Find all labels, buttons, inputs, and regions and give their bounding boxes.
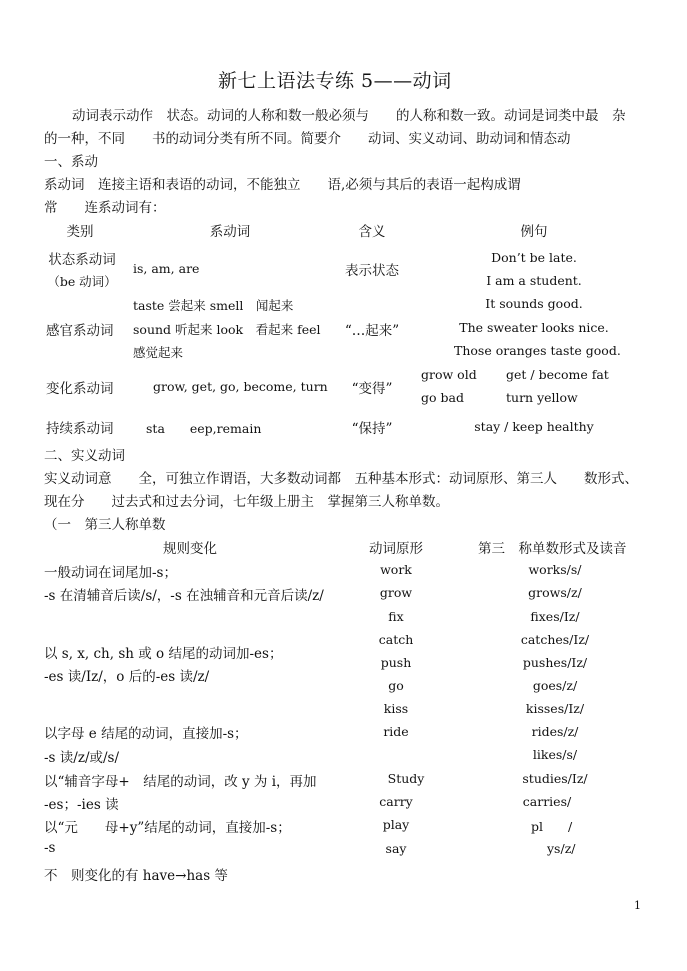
base-form: play bbox=[382, 817, 410, 832]
base-form: fix bbox=[388, 609, 404, 624]
row-sense-type: 感官系动词 bbox=[46, 323, 114, 339]
rule-line: -es 读/Iz/，o 后的-es 读/z/ bbox=[44, 669, 210, 685]
row-sense-example-2: The sweater looks nice. bbox=[459, 320, 609, 335]
row-sense-verbs-3: 感觉起来 bbox=[133, 345, 184, 360]
rule-line: 一般动词在词尾加-s； bbox=[44, 565, 177, 581]
section2-desc-1: 实义动词意 全，可独立作谓语，大多数动词都 五种基本形式：动词原形、第三人 数形式、 bbox=[44, 471, 638, 487]
rule-line: -es；-ies 读 bbox=[44, 797, 119, 813]
section2-desc-2: 现在分 过去式和过去分词，七年级上册主 掌握第三人称单数。 bbox=[44, 494, 449, 510]
rule-line: -s bbox=[44, 840, 56, 856]
row-continue-example: stay / keep healthy bbox=[474, 419, 594, 434]
base-form: push bbox=[380, 655, 412, 670]
third-person-form: likes/s/ bbox=[532, 747, 578, 762]
third-person-form: carries/ bbox=[522, 794, 572, 809]
third-person-form: studies/Iz/ bbox=[522, 771, 588, 786]
rule-line: -s 读/z/或/s/ bbox=[44, 750, 120, 766]
table2-header-third: 第三 称单数形式及读音 bbox=[478, 541, 627, 557]
base-form: Study bbox=[387, 771, 425, 786]
table1-header-meaning: 含义 bbox=[358, 224, 386, 240]
row-change-example-1a: grow old bbox=[421, 367, 477, 382]
third-person-form: goes/z/ bbox=[532, 678, 578, 693]
table1-header-verbs: 系动词 bbox=[209, 224, 251, 240]
row-sense-verbs-1: taste 尝起来 smell 闻起来 bbox=[133, 298, 294, 313]
row-continue-type: 持续系动词 bbox=[46, 421, 114, 437]
rule-line: -s 在清辅音后读/s/，-s 在浊辅音和元音后读/z/ bbox=[44, 588, 324, 604]
table1-header-type: 类别 bbox=[66, 224, 94, 240]
third-person-form: works/s/ bbox=[528, 562, 582, 577]
third-person-form: ys/z/ bbox=[547, 841, 576, 856]
row-change-example-2b: turn yellow bbox=[506, 390, 578, 405]
row-continue-verbs: sta eep,remain bbox=[146, 421, 262, 436]
rule-line: 以“元 母+y”结尾的动词，直接加-s； bbox=[44, 820, 291, 836]
row-sense-verbs-2: sound 听起来 look 看起来 feel bbox=[133, 322, 321, 337]
section1-common: 常 连系动词有： bbox=[44, 200, 166, 216]
row-sense-example-3: Those oranges taste good. bbox=[454, 343, 621, 358]
page-number: 1 bbox=[634, 899, 641, 912]
row-state-example-1: Don’t be late. bbox=[491, 250, 577, 265]
row-state-type-1: 状态系动词 bbox=[48, 252, 116, 268]
base-form: carry bbox=[379, 794, 413, 809]
base-form: say bbox=[385, 841, 407, 856]
section2-heading: 二、实义动词 bbox=[44, 448, 125, 464]
table2-header-rule: 规则变化 bbox=[163, 541, 217, 557]
third-person-form: rides/z/ bbox=[531, 724, 579, 739]
irregular-note: 不 则变化的有 have→has 等 bbox=[44, 868, 228, 884]
base-form: go bbox=[388, 678, 404, 693]
row-sense-example-1: It sounds good. bbox=[485, 296, 583, 311]
base-form: catch bbox=[378, 632, 414, 647]
row-change-example-2a: go bad bbox=[421, 390, 464, 405]
base-form: kiss bbox=[383, 701, 409, 716]
section1-heading: 一、系动 bbox=[44, 154, 98, 170]
base-form: ride bbox=[383, 724, 409, 739]
row-continue-meaning: “保持” bbox=[351, 421, 393, 437]
row-change-verbs: grow, get, go, become, turn bbox=[153, 379, 328, 394]
row-state-type-2: （be 动词） bbox=[47, 274, 117, 289]
intro-line-1: 动词表示动作 状态。动词的人称和数一般必须与 的人称和数一致。动词是词类中最 杂 bbox=[72, 108, 626, 124]
page-title: 新七上语法专练 5——动词 bbox=[218, 70, 452, 92]
third-person-form: catches/Iz/ bbox=[520, 632, 590, 647]
row-change-meaning: “变得” bbox=[351, 381, 393, 397]
table1-header-example: 例句 bbox=[520, 224, 548, 240]
third-person-form: fixes/Iz/ bbox=[530, 609, 580, 624]
rule-line: 以 s, x, ch, sh 或 o 结尾的动词加-es； bbox=[44, 646, 283, 662]
section2-subheading: （一 第三人称单数 bbox=[44, 517, 166, 533]
rule-line: 以“辅音字母+ 结尾的动词，改 y 为 i，再加 bbox=[44, 774, 317, 790]
intro-line-2: 的一种，不同 书的动词分类有所不同。简要介 动词、实义动词、助动词和情态动 bbox=[44, 131, 571, 147]
third-person-form: kisses/Iz/ bbox=[525, 701, 585, 716]
base-form: grow bbox=[379, 585, 413, 600]
row-state-verbs: is, am, are bbox=[133, 261, 200, 276]
row-change-example-1b: get / become fat bbox=[506, 367, 609, 382]
row-change-type: 变化系动词 bbox=[46, 381, 114, 397]
row-state-example-2: I am a student. bbox=[486, 273, 582, 288]
third-person-form: pushes/Iz/ bbox=[522, 655, 588, 670]
section1-desc: 系动词 连接主语和表语的动词，不能独立 语,必须与其后的表语一起构成谓 bbox=[44, 177, 521, 193]
row-state-meaning: 表示状态 bbox=[345, 263, 399, 279]
rule-line: 以字母 e 结尾的动词，直接加-s； bbox=[44, 726, 248, 742]
third-person-form: pl / bbox=[531, 819, 573, 834]
table2-header-base: 动词原形 bbox=[369, 541, 423, 557]
third-person-form: grows/z/ bbox=[528, 585, 582, 600]
base-form: work bbox=[380, 562, 412, 577]
row-sense-meaning: “…起来” bbox=[344, 323, 400, 339]
